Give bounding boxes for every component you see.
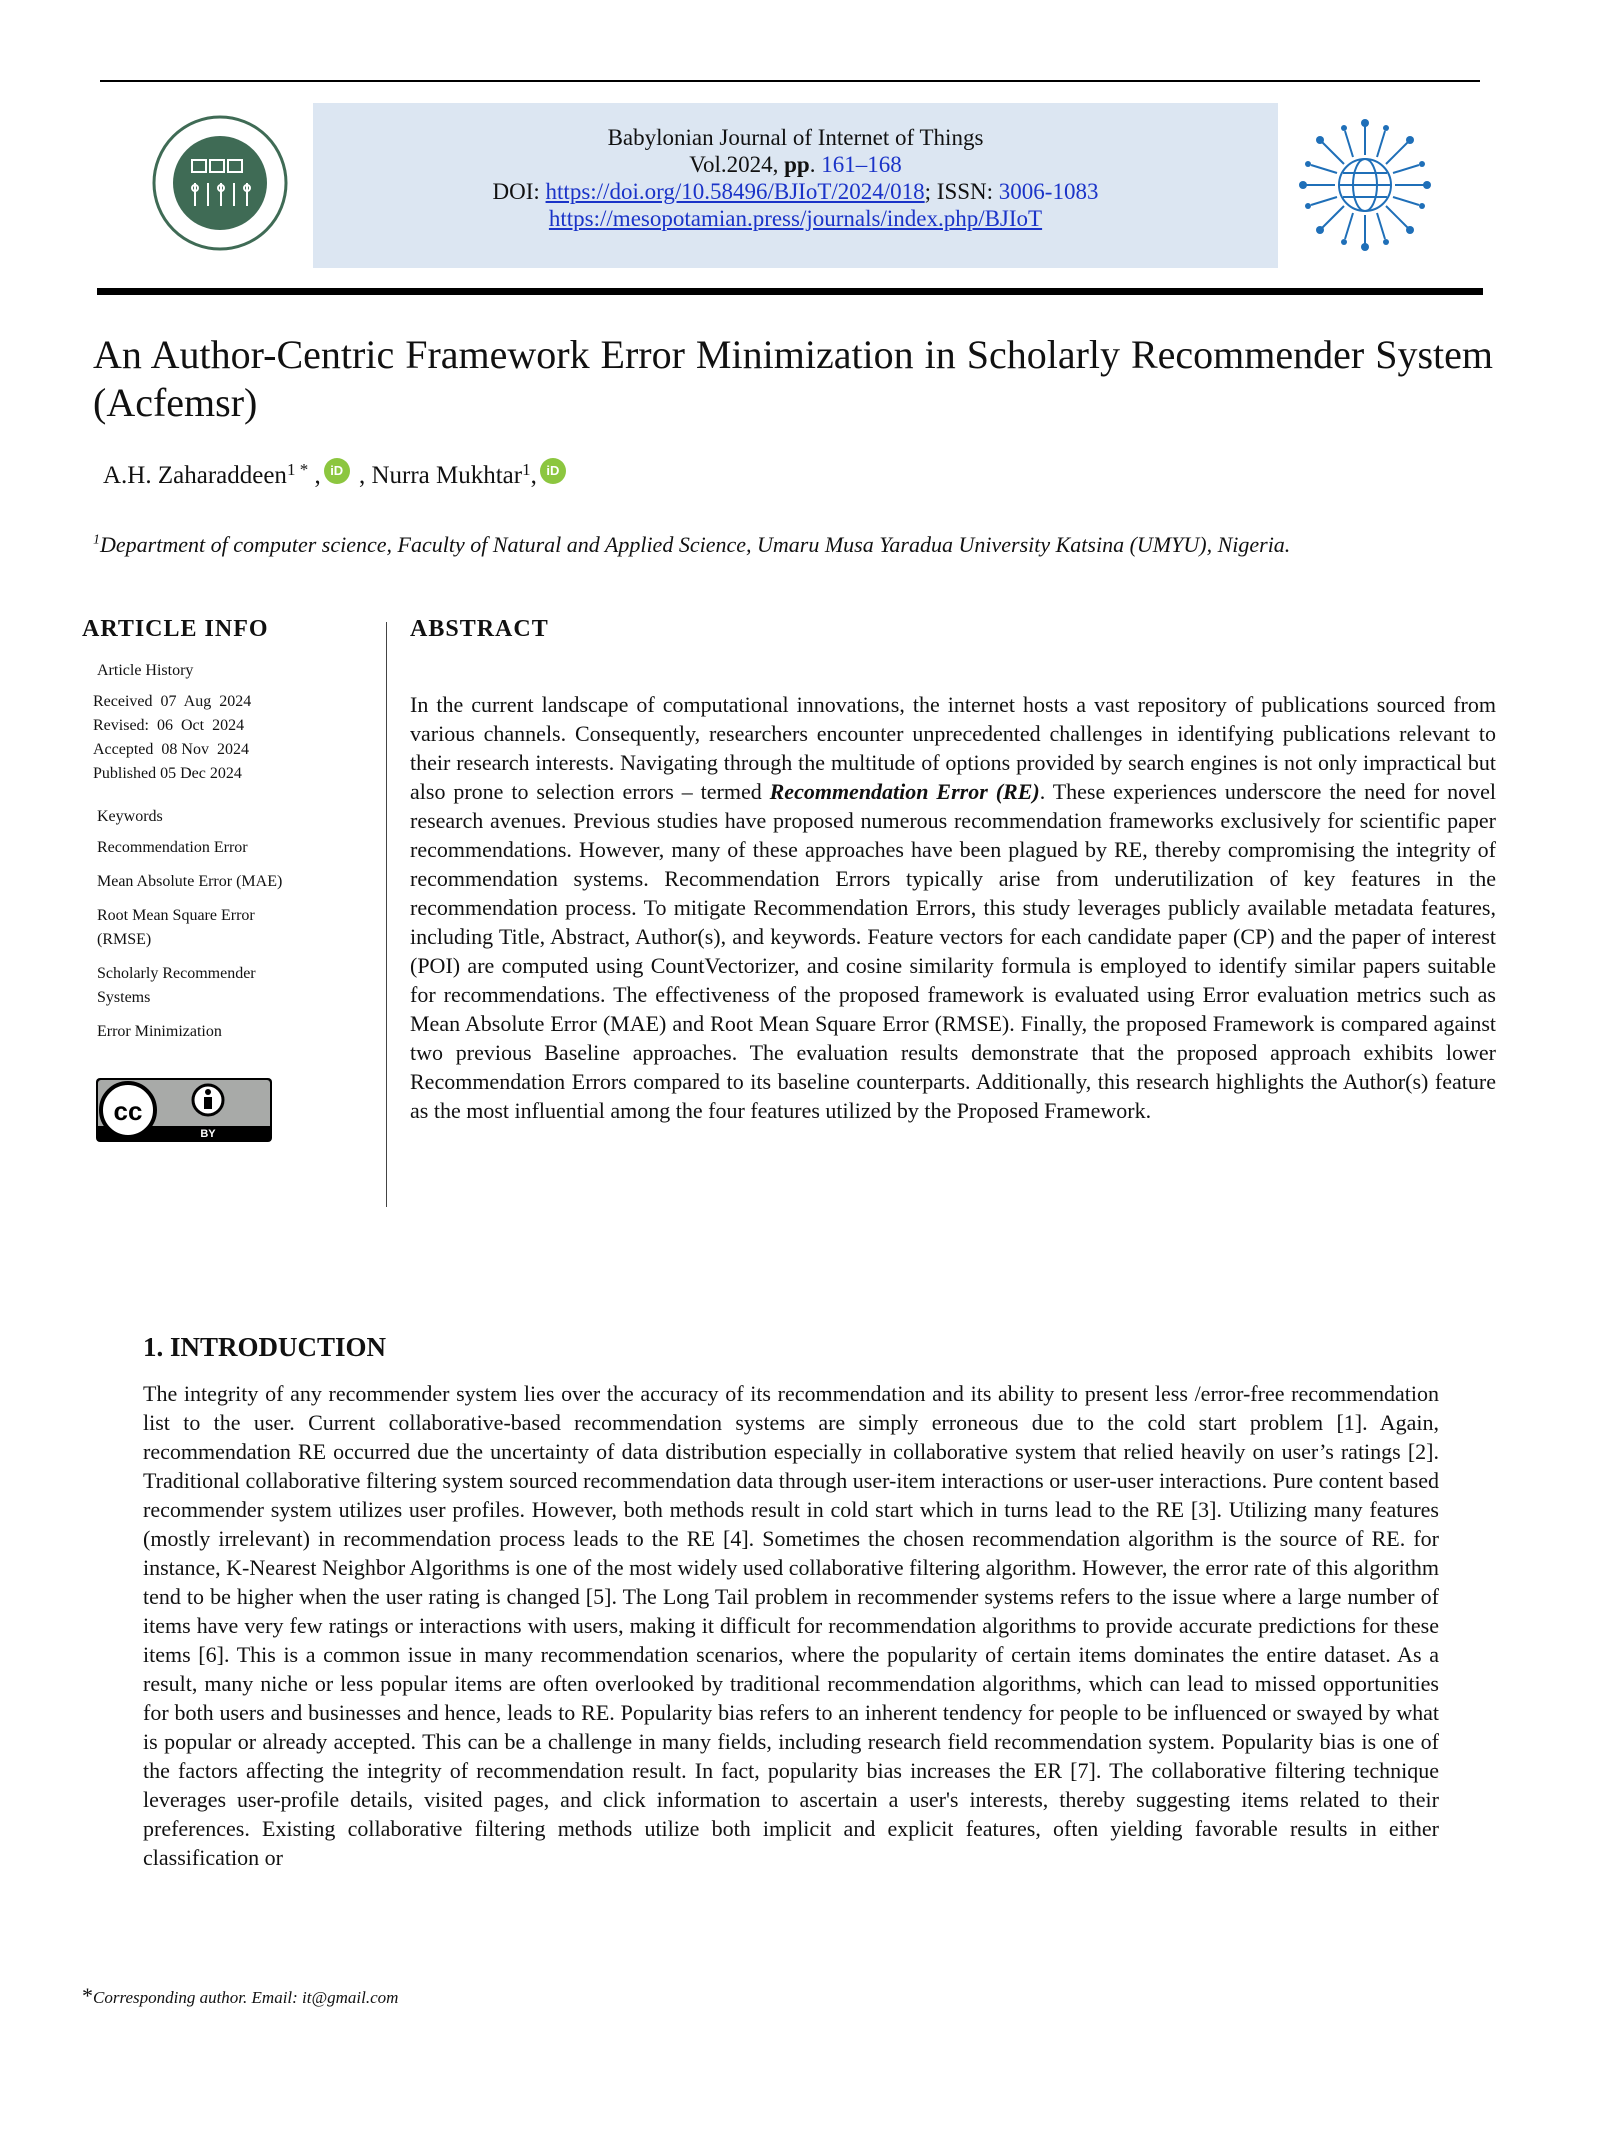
author-name: A.H. Zaharaddeen (103, 462, 287, 489)
affiliation: $^1$Department of computer science, Faculty of Natural and Applied Science, Umaru Musa Yaradua University Katsina (UMYU), Nigeria. (93, 532, 1291, 557)
header-thick-rule (97, 288, 1483, 295)
history-received: Received 07 Aug 2024 (93, 693, 252, 710)
journal-url-link[interactable]: https://mesopotamian.press/journals/index.php/BJIoT (548, 206, 1043, 231)
orcid-icon[interactable]: iD (540, 458, 566, 484)
pages-link[interactable]: 161–168 (821, 152, 902, 177)
issn-link[interactable]: 3006-1083 (998, 179, 1099, 204)
cc-by-license-badge[interactable] (96, 1078, 272, 1142)
abstract-emphasis: Recommendation Error (RE) (769, 779, 1040, 804)
orcid-icon[interactable]: iD (324, 458, 350, 484)
journal-logo (1295, 115, 1435, 255)
cc-icon: cc (113, 1096, 143, 1126)
history-published: Published 05 Dec 2024 (93, 765, 242, 782)
keyword-item: Mean Absolute Error (MAE) (97, 873, 283, 890)
article-history-title: Article History (97, 662, 194, 679)
by-label: BY (200, 1128, 216, 1140)
doi-line: DOI: https://doi.org/10.58496/BJIoT/2024/018; ISSN: 3006-1083 (492, 179, 1099, 204)
paper-title: An Author-Centric Framework Error Minimization in Scholarly Recommender System (Acfemsr) (93, 332, 1493, 425)
keyword-item: Recommendation Error (97, 839, 248, 856)
keywords-list (97, 836, 307, 1054)
introduction-heading: 1. INTRODUCTION (143, 1332, 387, 1362)
publisher-logo (150, 108, 290, 263)
author-name: Nurra Mukhtar (371, 462, 523, 489)
keywords-title: Keywords (97, 808, 163, 825)
abstract-heading: ABSTRACT (410, 616, 549, 642)
keyword-item: Scholarly Recommender Systems (97, 965, 256, 1006)
journal-header (313, 124, 1278, 232)
volume-pages: Vol.2024, pp. 161–168 (689, 152, 902, 177)
history-accepted: Accepted 08 Nov 2024 (93, 741, 249, 758)
author-list: A.H. Zaharaddeen$^{1 *}$ , iD , Nurra Mukhtar$^1$, iD (103, 455, 569, 491)
article-history (93, 690, 251, 786)
history-revised: Revised: 06 Oct 2024 (93, 717, 245, 734)
article-info-heading: ARTICLE INFO (82, 616, 269, 642)
keyword-item: Error Minimization (97, 1023, 222, 1040)
doi-link[interactable]: https://doi.org/10.58496/BJIoT/2024/018 (545, 179, 925, 204)
keyword-item: Root Mean Square Error (RMSE) (97, 907, 255, 948)
abstract-text: In the current landscape of computational innovations, the internet hosts a vast repository of publications sourced from various channels. Consequently, researchers encounter unprecedented challenges in identifying publications relevant to their research interests. Navigating through the multitude of options provided by search engines is not only impractical but also prone to selection errors – termed Recommendation Error (RE). These experiences underscore the need for novel research avenues. Previous studies have proposed numerous recommendation frameworks exclusively for scientific paper recommendations. However, many of these approaches have been plagued by RE, thereby compromising the integrity of recommendation systems. Recommendation Errors typically arise from underutilization of key features in the recommendation process. To mitigate Recommendation Errors, this study leverages publicly available metadata features, including Title, Abstract, Author(s), and keywords. Feature vectors for each candidate paper (CP) and the paper of interest (POI) are computed using CountVectorizer, and cosine similarity formula is employed to identify similar papers suitable for recommendations. The effectiveness of the proposed framework is evaluated using Error evaluation metrics such as Mean Absolute Error (MAE) and Root Mean Square Error (RMSE). Finally, the proposed Framework is compared against two previous Baseline approaches. The evaluation results demonstrate that the proposed approach exhibits lower Recommendation Errors compared to its baseline counterparts. Additionally, this research highlights the Author(s) feature as the most influential among the four features utilized by the Proposed Framework. (410, 692, 1496, 1123)
introduction-text: The integrity of any recommender system lies over the accuracy of its recommendation and its ability to present less /error-free recommendation list to the user. Current collaborative-based recommendation systems are simply erroneous due to the cold start problem [1]. Again, recommendation RE occurred due the uncertainty of data distribution especially in collaborative system that relied heavily on user’s ratings [2]. Traditional collaborative filtering system sourced recommendation data through user-item interactions or user-user interactions. Pure content based recommender system utilizes user profiles. However, both methods result in cold start which in turns lead to the RE [3]. Utilizing many features (mostly irrelevant) in recommendation process leads to the RE [4]. Sometimes the chosen recommendation algorithm is the source of RE. for instance, K-Nearest Neighbor Algorithms is one of the most widely used collaborative filtering algorithm. However, the error rate of this algorithm tend to be higher when the user rating is changed [5]. The Long Tail problem in recommender systems refers to the issue where a large number of items have very few ratings or interactions with users, making it difficult for recommendation algorithms to provide accurate predictions for these items [6]. This is a common issue in many recommendation scenarios, where the popularity of certain items dominates the entire dataset. As a result, many niche or less popular items are often overlooked by traditional recommendation algorithms, which can lead to missed opportunities for both users and businesses and hence, leads to RE. Popularity bias refers to an inherent tendency for people to be influenced or swayed by what is popular or already accepted. This can be a challenge in many fields, including research field recommendation system. Popularity bias is one of the factors affecting the integrity of recommendation result. In fact, popularity bias increases the ER [7]. The collaborative filtering technique leverages user-profile details, visited pages, and click information to ascertain a user's interests, thereby suggesting items related to their preferences. Existing collaborative filtering methods utilize both implicit and explicit features, often yielding favorable results in either classification or (143, 1381, 1439, 1870)
column-divider (386, 622, 387, 1207)
journal-name: Babylonian Journal of Internet of Things (607, 125, 984, 150)
corresponding-author-footnote: *Corresponding author. Email: it@gmail.com (82, 1983, 399, 2008)
top-rule (100, 80, 1480, 82)
